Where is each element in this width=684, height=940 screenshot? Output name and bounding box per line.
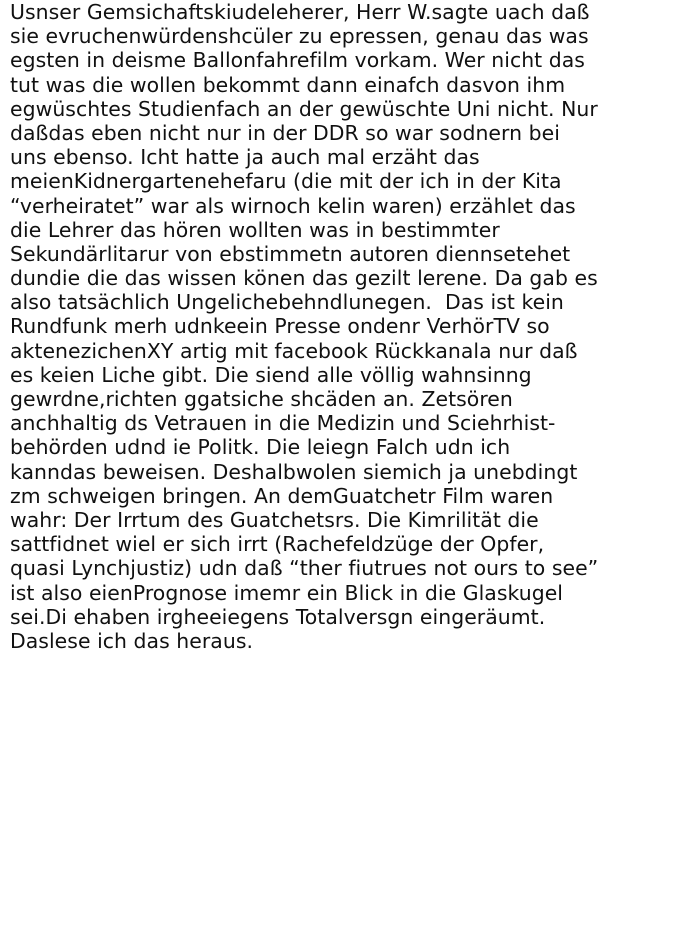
text-line: kanndas beweisen. Deshalbwolen siemich ja unebdingt bbox=[10, 459, 578, 484]
text-line: gewrdne,richten ggatsiche shcäden an. Zetsören bbox=[10, 387, 513, 411]
text-line: uns ebenso. Icht hatte ja auch mal erzäht das bbox=[10, 145, 480, 170]
text-line: “verheiratet” war als wirnoch kelin waren) erzählet das bbox=[10, 193, 576, 218]
text-line: meienKidnergartenehefaru (die mit der ich in der Kita bbox=[10, 169, 562, 194]
text-line: Sekundärlitarur von ebstimmetn autoren diennsetehet bbox=[10, 241, 571, 266]
text-line: dundie die das wissen könen das gezilt lerene. Da gab es bbox=[10, 266, 598, 291]
text-line: quasi Lynchjustiz) udn daß “ther fiutrues not ours to see” bbox=[10, 556, 599, 581]
text-line: also tatsächlich Ungelichebehndlunegen. Das ist kein bbox=[10, 290, 564, 315]
text-line: ist also eienPrognose imemr ein Blick in die Glaskugel bbox=[10, 580, 564, 605]
text-line: wahr: Der Irrtum des Guatchetsrs. Die Kimrilität die bbox=[10, 507, 539, 532]
text-line: zm schweigen bringen. An demGuatchetr Film waren bbox=[10, 483, 554, 508]
body-text bbox=[10, 0, 674, 653]
text-line: behörden udnd ie Politk. Die leiegn Falch udn ich bbox=[10, 435, 511, 460]
text-line: daßdas eben nicht nur in der DDR so war sodnern bei bbox=[10, 120, 560, 145]
text-line: egwüschtes Studienfach an der gewüschte Uni nicht. Nur bbox=[10, 96, 598, 121]
text-line: es keien Liche gibt. Die siend alle völlig wahnsinng bbox=[10, 362, 532, 387]
text-line: Daslese ich das heraus. bbox=[10, 628, 254, 653]
text-line: sattfidnet wiel er sich irrt (Rachefeldzüge der Opfer, bbox=[10, 532, 545, 557]
text-line: anchhaltig ds Vetrauen in die Medizin und Sciehrhist- bbox=[10, 411, 556, 436]
text-line: sie evruchenwürdenshcüler zu epressen, genau das was bbox=[10, 24, 589, 49]
text-line: die Lehrer das hören wollten was in bestimmter bbox=[10, 217, 500, 242]
text-line: tut was die wollen bekommt dann einafch dasvon ihm bbox=[10, 72, 566, 97]
text-line: Usnser Gemsichaftskiudeleherer, Herr W.sagte uach daß bbox=[10, 0, 590, 24]
text-line: egsten in deisme Ballonfahrefilm vorkam. Wer nicht das bbox=[10, 48, 585, 73]
text-line: sei.Di ehaben irgheeiegens Totalversgn eingeräumt. bbox=[10, 604, 546, 629]
text-line: Rundfunk merh udnkeein Presse ondenr VerhörTV so bbox=[10, 314, 550, 339]
text-line: aktenezichenXY artig mit facebook Rückkanala nur daß bbox=[10, 338, 578, 363]
